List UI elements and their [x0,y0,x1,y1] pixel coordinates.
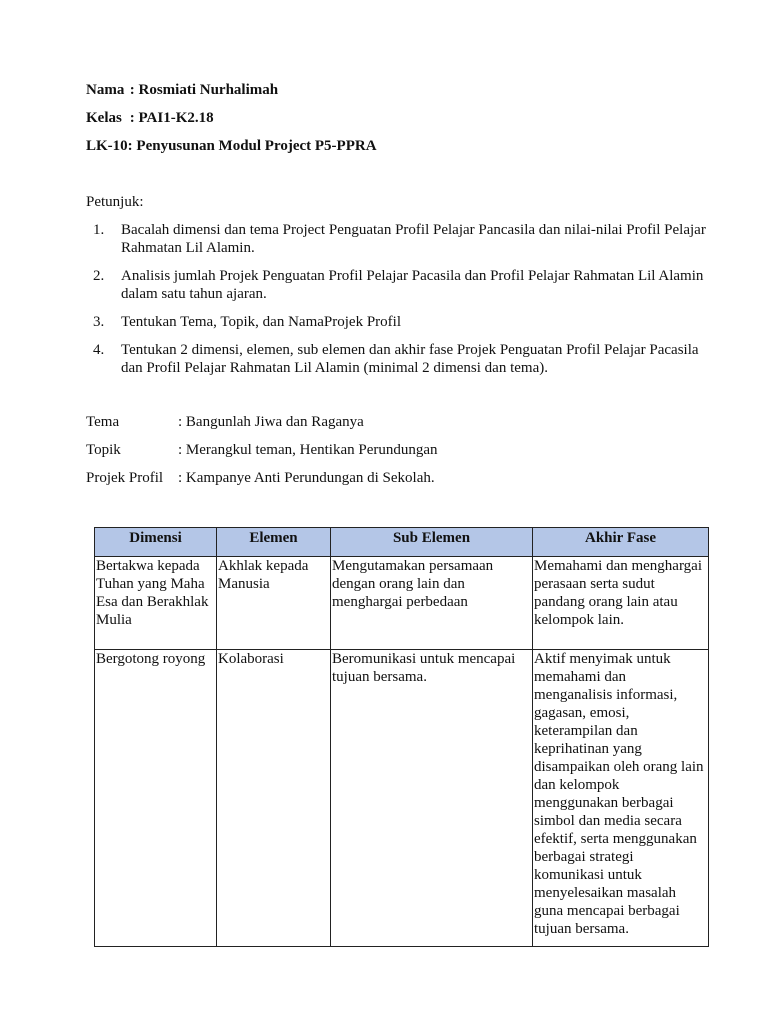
table-header-row [95,528,709,557]
class-label: Kelas [86,110,122,126]
theme-value: : Bangunlah Jiwa dan Raganya [178,414,364,430]
instructions-list [86,221,706,387]
class-value: : PAI1-K2.18 [129,110,214,126]
table-row [95,557,709,650]
theme-line [86,414,706,431]
cell-akhir-fase: Aktif menyimak untuk memahami dan menganalisis informasi, gagasan, emosi, keterampilan dan keprihatinan yang disampaikan oleh orang lain dan kelompok menggunakan berbagai simbol dan media secara efektif, serta menggunakan berbagai strategi komunikasi untuk menyelesaikan masalah guna mencapai berbagai tujuan bersama. [533,650,709,947]
cell-elemen: Kolaborasi [217,650,331,947]
instruction-item [86,267,706,303]
cell-elemen: Akhlak kepada Manusia [217,557,331,650]
instruction-number: 1. [93,222,105,238]
instruction-item [86,341,706,377]
name-label: Nama [86,82,125,98]
project-label: Projek Profil [86,470,164,486]
instruction-number: 3. [93,314,105,330]
instruction-text: Analisis jumlah Projek Penguatan Profil Pelajar Pacasila dan Profil Pelajar Rahmatan Lil Alamin dalam satu tahun ajaran. [121,268,704,302]
instruction-item [86,221,706,257]
instruction-text: Tentukan 2 dimensi, elemen, sub elemen dan akhir fase Projek Penguatan Profil Pelajar Pacasila dan Profil Pelajar Rahmatan Lil Alamin (minimal 2 dimensi dan tema). [121,342,699,376]
table-row [95,650,709,947]
project-line [86,470,706,487]
topic-value: : Merangkul teman, Hentikan Perundungan [178,442,438,458]
project-value: : Kampanye Anti Perundungan di Sekolah. [178,470,435,486]
theme-label: Tema [86,414,120,430]
instructions-title: Petunjuk: [86,194,144,210]
cell-sub-elemen: Beromunikasi untuk mencapai tujuan bersama. [331,650,533,947]
name-value: : Rosmiati Nurhalimah [129,82,279,98]
topic-line [86,442,706,459]
instruction-text: Bacalah dimensi dan tema Project Penguatan Profil Pelajar Pancasila dan nilai-nilai Profil Pelajar Rahmatan Lil Alamin. [121,222,706,256]
cell-sub-elemen: Mengutamakan persamaan dengan orang lain dan menghargai perbedaan [331,557,533,650]
cell-dimensi: Bergotong royong [95,650,217,947]
cell-dimensi: Bertakwa kepada Tuhan yang Maha Esa dan Berakhlak Mulia [95,557,217,650]
name-line [86,82,278,99]
topic-label: Topik [86,442,121,458]
document-title: LK-10: Penyusunan Modul Project P5-PPRA [86,138,377,154]
p5-ppra-table [94,527,709,947]
class-line [86,110,214,127]
instruction-number: 2. [93,268,105,284]
column-header-dimensi: Dimensi [95,528,217,557]
instruction-item [86,313,706,331]
column-header-akhir-fase: Akhir Fase [533,528,709,557]
instruction-text: Tentukan Tema, Topik, dan NamaProjek Profil [121,314,401,330]
instruction-number: 4. [93,342,105,358]
column-header-elemen: Elemen [217,528,331,557]
cell-akhir-fase: Memahami dan menghargai perasaan serta sudut pandang orang lain atau kelompok lain. [533,557,709,650]
column-header-sub-elemen: Sub Elemen [331,528,533,557]
